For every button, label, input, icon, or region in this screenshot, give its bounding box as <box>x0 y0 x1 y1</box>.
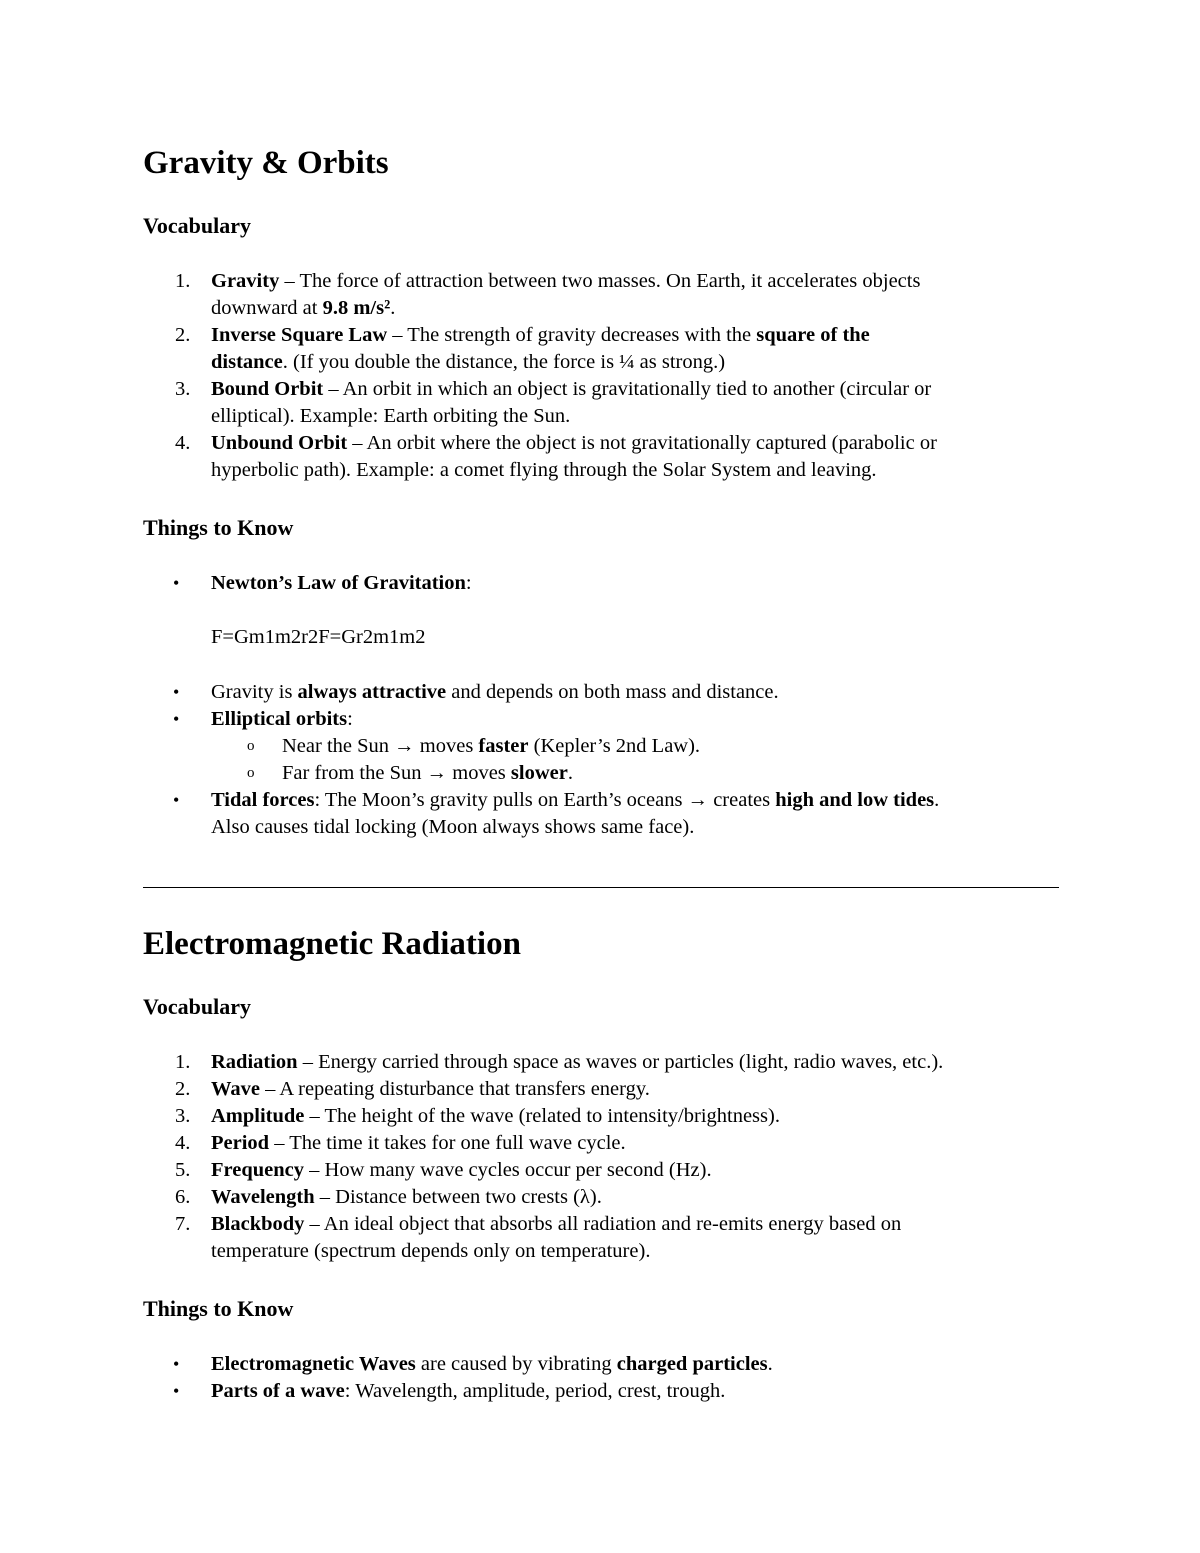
bold-term: Tidal forces <box>211 789 315 811</box>
list-item-text: Gravity is always attractive and depends on both mass and distance. <box>211 681 779 703</box>
bold-term: Blackbody <box>211 1213 305 1235</box>
sub-list-item-text: Far from the Sun → moves slower. <box>282 762 573 784</box>
list-number: 7. <box>175 1213 191 1235</box>
list-item-text: Elliptical orbits: <box>211 708 353 730</box>
list-number: 1. <box>175 1051 191 1073</box>
list-number: 2. <box>175 324 191 346</box>
bold-term: Electromagnetic Waves <box>211 1353 416 1375</box>
bold-term: Bound Orbit <box>211 378 324 400</box>
vocab-heading-em: Vocabulary <box>143 994 251 1019</box>
list-item-text: Wave – A repeating disturbance that transfers energy. <box>211 1078 650 1100</box>
bold-term: Gravity <box>211 270 280 292</box>
bullet-icon: • <box>173 1354 180 1374</box>
bold-term: Newton’s Law of Gravitation <box>211 572 466 594</box>
bold-term: always attractive <box>297 681 447 703</box>
bold-term: Wavelength <box>211 1186 315 1208</box>
list-item-text: Frequency – How many wave cycles occur per second (Hz). <box>211 1159 712 1181</box>
bold-term: charged particles <box>616 1353 768 1375</box>
list-item-text: Bound Orbit – An orbit in which an object is gravitationally tied to another (circular or <box>211 378 932 400</box>
list-item-text: hyperbolic path). Example: a comet flying through the Solar System and leaving. <box>211 459 877 481</box>
list-item-text: distance. (If you double the distance, the force is ¼ as strong.) <box>211 351 726 373</box>
list-item-text: temperature (spectrum depends only on temperature). <box>211 1240 651 1262</box>
list-item-text: Gravity – The force of attraction between two masses. On Earth, it accelerates objects <box>211 270 921 292</box>
list-item-text: Unbound Orbit – An orbit where the object is not gravitationally captured (parabolic or <box>211 432 937 454</box>
bullet-icon: • <box>173 682 180 702</box>
list-item-text: Electromagnetic Waves are caused by vibrating charged particles. <box>211 1353 773 1375</box>
list-item-text: Period – The time it takes for one full wave cycle. <box>211 1132 626 1154</box>
list-number: 3. <box>175 378 191 400</box>
section-title-gravity: Gravity & Orbits <box>143 145 389 181</box>
horizontal-divider <box>143 887 1059 888</box>
formula-text: F=Gm1m2r2F=Gr2m1m2 <box>211 626 426 648</box>
list-number: 4. <box>175 432 191 454</box>
bold-term: square of the <box>756 324 870 346</box>
vocab-heading-gravity: Vocabulary <box>143 213 251 238</box>
list-item-text: Amplitude – The height of the wave (related to intensity/brightness). <box>211 1105 780 1127</box>
list-number: 1. <box>175 270 191 292</box>
bullet-icon: • <box>173 790 180 810</box>
bold-term: Frequency <box>211 1159 305 1181</box>
bold-term: Unbound Orbit <box>211 432 348 454</box>
circle-bullet-icon: o <box>247 765 255 781</box>
bold-term: Radiation <box>211 1051 298 1073</box>
list-item-text: Blackbody – An ideal object that absorbs all radiation and re-emits energy based on <box>211 1213 902 1235</box>
know-heading-gravity: Things to Know <box>143 515 294 540</box>
circle-bullet-icon: o <box>247 738 255 754</box>
bold-term: Parts of a wave <box>211 1380 345 1402</box>
bold-term: Amplitude <box>211 1105 305 1127</box>
bullet-icon: • <box>173 709 180 729</box>
bold-term: Elliptical orbits <box>211 708 348 730</box>
sub-list-item-text: Near the Sun → moves faster (Kepler’s 2nd Law). <box>282 735 701 757</box>
bold-term: Wave <box>211 1078 260 1100</box>
list-number: 2. <box>175 1078 191 1100</box>
list-number: 6. <box>175 1186 191 1208</box>
list-number: 3. <box>175 1105 191 1127</box>
bold-term: 9.8 m/s² <box>322 297 391 319</box>
list-item-text: Inverse Square Law – The strength of gravity decreases with the square of the <box>211 324 870 346</box>
list-item-text: Wavelength – Distance between two crests (λ). <box>211 1186 602 1208</box>
list-item-text: Also causes tidal locking (Moon always shows same face). <box>211 816 695 838</box>
bullet-icon: • <box>173 1381 180 1401</box>
bullet-icon: • <box>173 573 180 593</box>
list-item-text: elliptical). Example: Earth orbiting the Sun. <box>211 405 571 427</box>
list-item-text: downward at 9.8 m/s². <box>211 297 396 319</box>
bold-term: slower <box>510 762 568 784</box>
list-item-text: Radiation – Energy carried through space as waves or particles (light, radio waves, etc.). <box>211 1051 944 1073</box>
newton-label: Newton’s Law of Gravitation: <box>211 572 472 594</box>
bold-term: distance <box>211 351 283 373</box>
section-title-em: Electromagnetic Radiation <box>143 926 521 962</box>
list-number: 4. <box>175 1132 191 1154</box>
bold-term: Inverse Square Law <box>211 324 388 346</box>
list-number: 5. <box>175 1159 191 1181</box>
bold-term: Period <box>211 1132 270 1154</box>
know-heading-em: Things to Know <box>143 1296 294 1321</box>
list-item-text: Parts of a wave: Wavelength, amplitude, period, crest, trough. <box>211 1380 726 1402</box>
bold-term: faster <box>478 735 529 757</box>
bold-term: high and low tides <box>775 789 935 811</box>
list-item-text: Tidal forces: The Moon’s gravity pulls on Earth’s oceans → creates high and low tides. <box>211 789 940 811</box>
